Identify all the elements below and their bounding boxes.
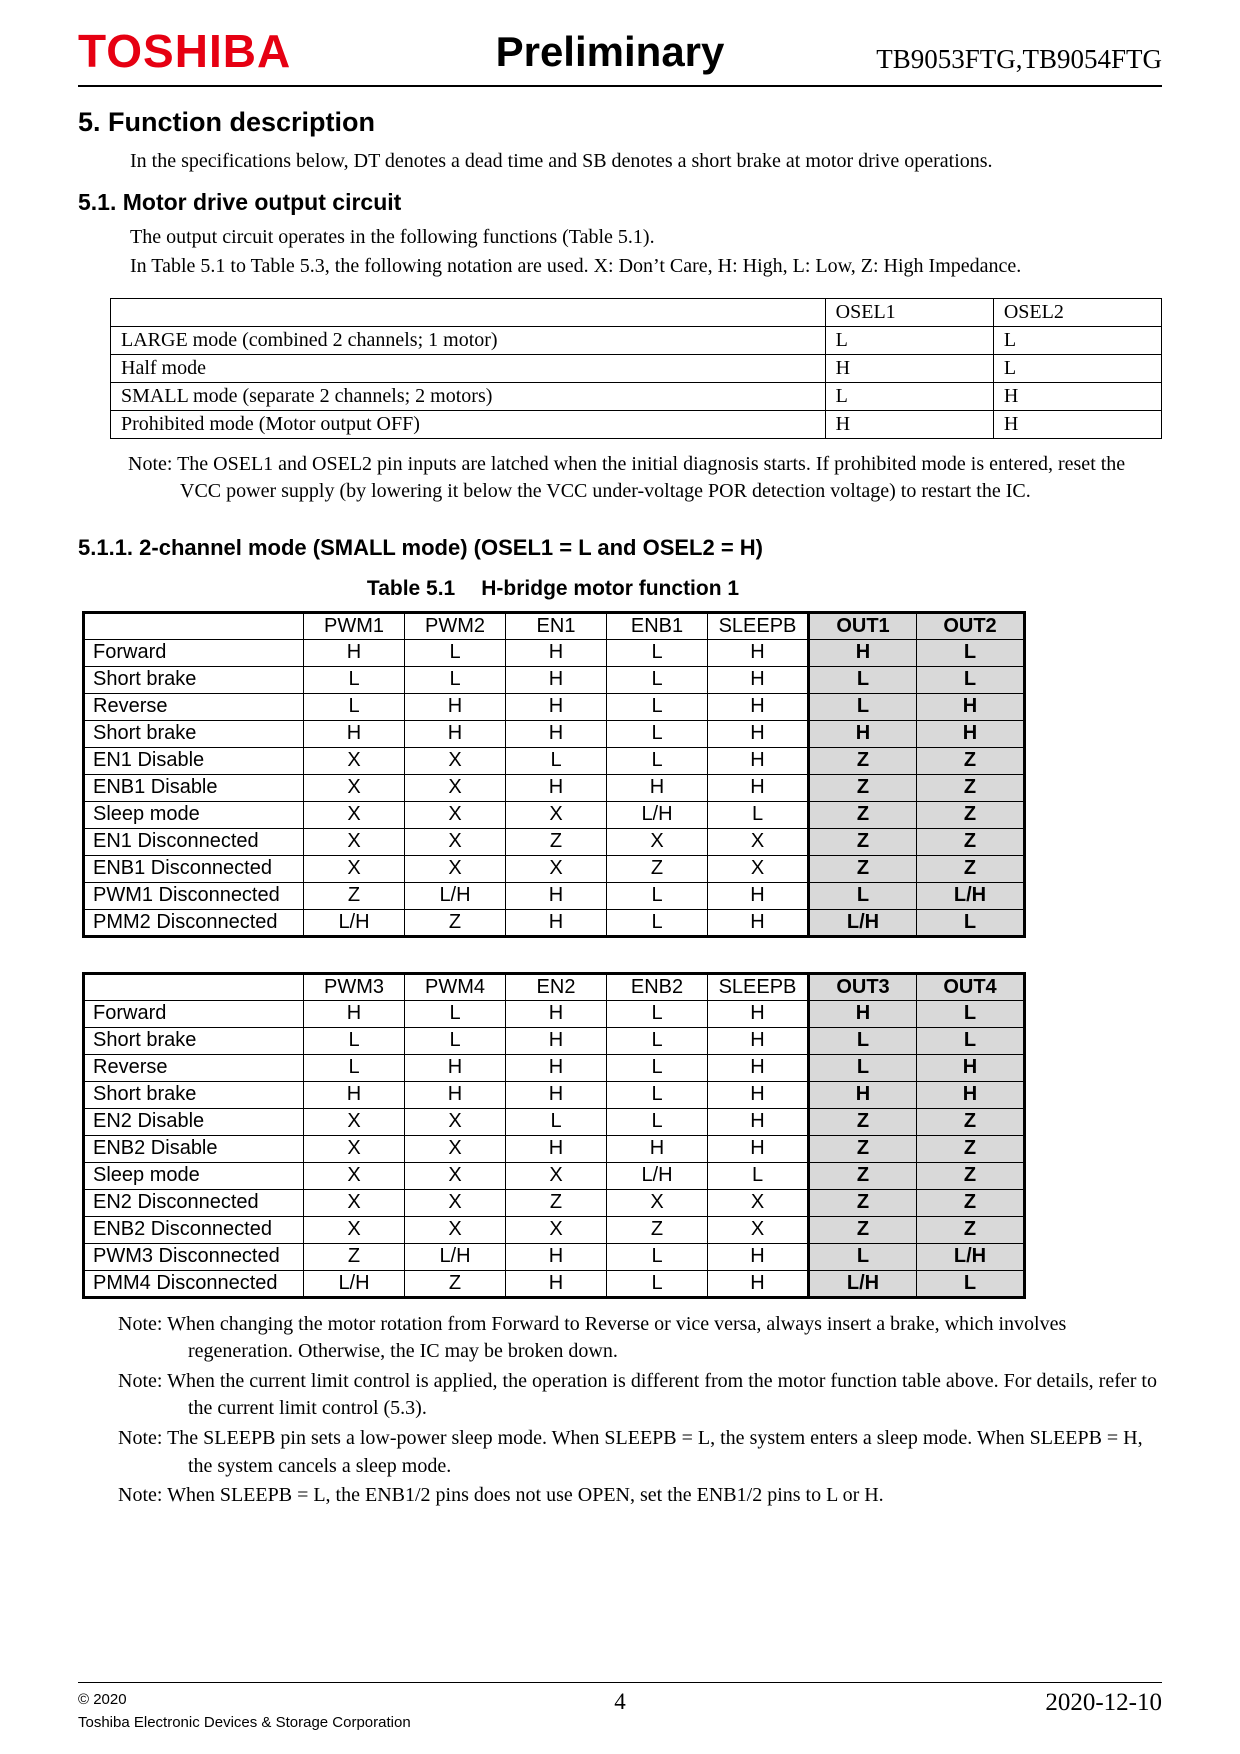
row-label: PWM1 Disconnected	[84, 882, 304, 909]
table-cell: H	[304, 1000, 405, 1027]
table-cell: X	[506, 855, 607, 882]
table-cell: H	[506, 1243, 607, 1270]
row-label: Reverse	[84, 693, 304, 720]
table-cell: H	[708, 774, 809, 801]
table-cell: X	[405, 855, 506, 882]
table-cell: L/H	[405, 882, 506, 909]
table-cell: L	[304, 1027, 405, 1054]
table-cell: L	[917, 666, 1025, 693]
table-cell: X	[304, 1189, 405, 1216]
note-rotation: Note: When changing the motor rotation from Forward to Reverse or vice versa, always insert a brake, which involves regeneration. Otherwise, the IC may be broken down.	[118, 1312, 1067, 1363]
table-cell: X	[405, 774, 506, 801]
column-header	[84, 973, 304, 1000]
table-cell: L	[405, 1027, 506, 1054]
table-cell: H	[506, 666, 607, 693]
table-row	[84, 882, 1025, 909]
row-label: EN1 Disconnected	[84, 828, 304, 855]
table-spacer	[78, 938, 1162, 972]
table-row	[84, 1162, 1025, 1189]
table-cell: L/H	[304, 1270, 405, 1297]
table-cell: H	[809, 1081, 917, 1108]
table-cell: Z	[809, 1162, 917, 1189]
table-cell: L	[607, 639, 708, 666]
toshiba-logo: TOSHIBA	[78, 25, 292, 77]
table-cell: Z	[917, 774, 1025, 801]
table-cell: L	[993, 354, 1161, 382]
table-cell: X	[304, 774, 405, 801]
table-row	[84, 1027, 1025, 1054]
table-cell: Z	[304, 882, 405, 909]
table-cell: H	[506, 1054, 607, 1081]
table-cell: L	[607, 1081, 708, 1108]
row-label: Short brake	[84, 666, 304, 693]
section-heading-5-1: 5.1. Motor drive output circuit	[78, 188, 402, 215]
osel-note: Note: The OSEL1 and OSEL2 pin inputs are latched when the initial diagnosis starts. If prohibited mode is entered, reset the VCC power supply (by lowering it below the VCC under-voltage POR detection voltage) to restart the IC.	[128, 452, 1126, 502]
table-cell: L	[917, 1270, 1025, 1297]
header-row	[111, 298, 1162, 326]
table-row	[84, 855, 1025, 882]
table-row	[84, 1189, 1025, 1216]
table-cell: Z	[917, 1189, 1025, 1216]
table-cell: Z	[304, 1243, 405, 1270]
header-divider	[78, 85, 1162, 87]
table-cell: X	[304, 828, 405, 855]
table-cell: H	[708, 1000, 809, 1027]
table-cell: L	[809, 1054, 917, 1081]
table-cell: H	[993, 382, 1161, 410]
table-cell: L	[607, 1054, 708, 1081]
column-header: SLEEPB	[708, 973, 809, 1000]
table-row	[84, 1108, 1025, 1135]
column-header: OUT1	[809, 612, 917, 639]
table-row	[84, 1000, 1025, 1027]
table-cell: H	[809, 720, 917, 747]
table-cell: Z	[917, 1162, 1025, 1189]
table-cell: H	[917, 720, 1025, 747]
row-label: PMM2 Disconnected	[84, 909, 304, 936]
table-row	[84, 774, 1025, 801]
table-cell: L	[825, 326, 993, 354]
table-cell: Z	[917, 1108, 1025, 1135]
table-cell: Z	[405, 909, 506, 936]
table-cell: H	[825, 410, 993, 438]
table-cell: Z	[917, 828, 1025, 855]
table-cell: Z	[809, 828, 917, 855]
table-cell: X	[405, 1108, 506, 1135]
table-cell: H	[708, 720, 809, 747]
table-cell: Z	[917, 1216, 1025, 1243]
header-row	[84, 973, 1025, 1000]
table-cell: L	[993, 326, 1161, 354]
table-cell: L	[607, 1000, 708, 1027]
table-cell: X	[405, 801, 506, 828]
table-cell: Z	[809, 747, 917, 774]
section-heading-5-1-1: 5.1.1. 2-channel mode (SMALL mode) (OSEL1 = L and OSEL2 = H)	[78, 534, 763, 560]
column-header: PWM2	[405, 612, 506, 639]
table-cell: H	[607, 1135, 708, 1162]
table-cell: H	[708, 1243, 809, 1270]
table-cell: H	[708, 666, 809, 693]
table-cell: L	[917, 909, 1025, 936]
table-cell: H	[708, 693, 809, 720]
table-cell: H	[708, 1027, 809, 1054]
page-number: 4	[614, 1689, 626, 1714]
table-cell: X	[304, 747, 405, 774]
table-cell: H	[917, 1054, 1025, 1081]
row-label: Reverse	[84, 1054, 304, 1081]
column-header: PWM4	[405, 973, 506, 1000]
table-row	[84, 1270, 1025, 1297]
table-cell: H	[405, 1081, 506, 1108]
table-cell: L	[708, 801, 809, 828]
column-header	[84, 612, 304, 639]
table-cell: H	[708, 1270, 809, 1297]
table-cell: H	[506, 1135, 607, 1162]
table-cell: L	[917, 1000, 1025, 1027]
table-cell: H	[809, 1000, 917, 1027]
section-5-1-para1: The output circuit operates in the following functions (Table 5.1).	[130, 225, 655, 248]
table-cell: L	[607, 747, 708, 774]
table-cell: H	[708, 1135, 809, 1162]
table-cell: L	[917, 639, 1025, 666]
table-cell: H	[304, 639, 405, 666]
column-header: EN2	[506, 973, 607, 1000]
table-cell: X	[607, 828, 708, 855]
table-cell: Z	[809, 774, 917, 801]
row-label: Sleep mode	[84, 1162, 304, 1189]
row-label: Forward	[84, 1000, 304, 1027]
table-cell: X	[405, 1189, 506, 1216]
table-cell: L/H	[304, 909, 405, 936]
table-cell: H	[708, 909, 809, 936]
table-cell: L/H	[607, 1162, 708, 1189]
note-sleepb: Note: The SLEEPB pin sets a low-power sleep mode. When SLEEPB = L, the system enters a sleep mode. When SLEEPB = H, the system cancels a sleep mode.	[118, 1426, 1143, 1477]
table-cell: L	[708, 1162, 809, 1189]
section-5-1-para2: In Table 5.1 to Table 5.3, the following notation are used. X: Don’t Care, H: High, L: Low, Z: High Impedance.	[130, 254, 1022, 277]
table-row	[84, 720, 1025, 747]
table-cell: Z	[809, 1108, 917, 1135]
table-cell: L/H	[405, 1243, 506, 1270]
row-label: EN2 Disable	[84, 1108, 304, 1135]
column-header: PWM1	[304, 612, 405, 639]
table-cell: H	[506, 774, 607, 801]
table-cell: H	[708, 747, 809, 774]
table-cell: L	[607, 1108, 708, 1135]
table-cell: L	[405, 639, 506, 666]
table-cell: H	[708, 882, 809, 909]
h-bridge-function-table-1	[82, 611, 1026, 938]
table-cell: H	[708, 1108, 809, 1135]
section-heading-5: 5. Function description	[78, 106, 376, 137]
section-5-intro: In the specifications below, DT denotes a dead time and SB denotes a short brake at motor drive operations.	[130, 149, 993, 172]
table-caption-label: Table 5.1	[366, 576, 456, 600]
column-header: SLEEPB	[708, 612, 809, 639]
company-name: Toshiba Electronic Devices & Storage Corporation	[78, 1713, 411, 1731]
table-cell: X	[708, 1216, 809, 1243]
copyright-year: © 2020	[78, 1691, 127, 1708]
table-cell: Z	[405, 1270, 506, 1297]
table-cell: L	[607, 1270, 708, 1297]
table-cell: L/H	[917, 882, 1025, 909]
table-cell: L	[607, 666, 708, 693]
table-cell: L	[809, 882, 917, 909]
row-label: Sleep mode	[84, 801, 304, 828]
table-row	[111, 326, 1162, 354]
table-cell: H	[708, 639, 809, 666]
page-footer	[78, 1682, 1162, 1734]
table-cell: X	[405, 1135, 506, 1162]
table-cell: L	[506, 747, 607, 774]
table-cell: X	[304, 855, 405, 882]
table-cell: L	[607, 693, 708, 720]
table-cell: Z	[607, 855, 708, 882]
column-header: EN1	[506, 612, 607, 639]
table-cell: H	[708, 1054, 809, 1081]
table-cell: L/H	[809, 909, 917, 936]
table-cell: X	[607, 1189, 708, 1216]
table-cell: Z	[607, 1216, 708, 1243]
table-cell: L	[607, 882, 708, 909]
table-cell: L	[304, 666, 405, 693]
table-cell: H	[304, 720, 405, 747]
table-cell: X	[405, 1216, 506, 1243]
column-header	[111, 298, 826, 326]
table-cell: L	[825, 382, 993, 410]
row-label: EN1 Disable	[84, 747, 304, 774]
column-header: OUT2	[917, 612, 1025, 639]
table-cell: Z	[809, 1189, 917, 1216]
table-cell: L/H	[607, 801, 708, 828]
table-cell: X	[708, 1189, 809, 1216]
table-row	[84, 828, 1025, 855]
table-cell: X	[506, 1216, 607, 1243]
column-header: OSEL1	[825, 298, 993, 326]
table-cell: H	[405, 720, 506, 747]
column-header: ENB2	[607, 973, 708, 1000]
row-label: Short brake	[84, 1081, 304, 1108]
table-cell: X	[506, 801, 607, 828]
table-row	[111, 354, 1162, 382]
table-row	[84, 909, 1025, 936]
row-label: Short brake	[84, 720, 304, 747]
doc-date: 2020-12-10	[1045, 1689, 1162, 1716]
table-cell: H	[607, 774, 708, 801]
table-cell: Z	[809, 1216, 917, 1243]
table-cell: Z	[809, 855, 917, 882]
table-row	[84, 1243, 1025, 1270]
row-label: ENB2 Disable	[84, 1135, 304, 1162]
table-notes	[78, 1309, 1162, 1510]
table-row	[84, 747, 1025, 774]
table-cell: H	[506, 909, 607, 936]
table-row	[84, 1054, 1025, 1081]
table-cell: L	[917, 1027, 1025, 1054]
h-bridge-function-table-2	[82, 972, 1026, 1299]
table-cell: H	[405, 1054, 506, 1081]
table-cell: Z	[809, 1135, 917, 1162]
table-row	[111, 382, 1162, 410]
table-cell: Z	[809, 801, 917, 828]
table-cell: H	[506, 1027, 607, 1054]
table-cell: H	[405, 693, 506, 720]
table-cell: Z	[506, 1189, 607, 1216]
table-cell: H	[506, 693, 607, 720]
table-cell: Z	[917, 747, 1025, 774]
row-label: Half mode	[111, 354, 826, 382]
table-cell: X	[405, 1162, 506, 1189]
table-cell: L	[405, 1000, 506, 1027]
table-cell: X	[708, 828, 809, 855]
table-cell: H	[708, 1081, 809, 1108]
table-cell: X	[304, 801, 405, 828]
row-label: Prohibited mode (Motor output OFF)	[111, 410, 826, 438]
row-label: ENB1 Disconnected	[84, 855, 304, 882]
table-cell: L	[809, 666, 917, 693]
column-header: OSEL2	[993, 298, 1161, 326]
part-numbers: TB9053FTG,TB9054FTG	[876, 43, 1162, 74]
table-cell: Z	[917, 855, 1025, 882]
table-5-1-caption	[82, 577, 1024, 601]
table-cell: L/H	[917, 1243, 1025, 1270]
table-cell: L	[607, 1027, 708, 1054]
table-cell: H	[506, 720, 607, 747]
table-cell: X	[304, 1216, 405, 1243]
row-label: ENB2 Disconnected	[84, 1216, 304, 1243]
row-label: PMM4 Disconnected	[84, 1270, 304, 1297]
table-cell: H	[993, 410, 1161, 438]
table-cell: L	[607, 909, 708, 936]
table-cell: H	[304, 1081, 405, 1108]
table-row	[111, 410, 1162, 438]
table-row	[84, 801, 1025, 828]
table-cell: H	[917, 693, 1025, 720]
table-cell: L	[809, 1243, 917, 1270]
table-cell: H	[506, 1270, 607, 1297]
table-cell: L	[506, 1108, 607, 1135]
osel-mode-table	[110, 298, 1162, 439]
table-cell: X	[506, 1162, 607, 1189]
table-cell: L	[607, 720, 708, 747]
row-label: Forward	[84, 639, 304, 666]
table-cell: X	[708, 855, 809, 882]
note-enb-pins: Note: When SLEEPB = L, the ENB1/2 pins does not use OPEN, set the ENB1/2 pins to L or H.	[118, 1484, 884, 1507]
note-current-limit: Note: When the current limit control is applied, the operation is different from the motor function table above. For details, refer to the current limit control (5.3).	[118, 1369, 1157, 1420]
table-row	[84, 1135, 1025, 1162]
table-row	[84, 1081, 1025, 1108]
table-row	[84, 639, 1025, 666]
row-label: SMALL mode (separate 2 channels; 2 motors)	[111, 382, 826, 410]
table-cell: L	[809, 693, 917, 720]
table-cell: H	[506, 1081, 607, 1108]
table-cell: L	[405, 666, 506, 693]
column-header: PWM3	[304, 973, 405, 1000]
table-cell: L	[304, 693, 405, 720]
table-cell: X	[304, 1108, 405, 1135]
table-cell: H	[506, 639, 607, 666]
table-cell: H	[809, 639, 917, 666]
column-header: OUT3	[809, 973, 917, 1000]
table-cell: Z	[917, 801, 1025, 828]
table-cell: L	[607, 1243, 708, 1270]
table-row	[84, 693, 1025, 720]
table-caption-text: H-bridge motor function 1	[481, 576, 740, 600]
table-cell: Z	[917, 1135, 1025, 1162]
table-cell: H	[506, 882, 607, 909]
table-row	[84, 666, 1025, 693]
row-label: Short brake	[84, 1027, 304, 1054]
row-label: LARGE mode (combined 2 channels; 1 motor)	[111, 326, 826, 354]
table-cell: X	[304, 1135, 405, 1162]
table-cell: X	[405, 828, 506, 855]
table-cell: X	[304, 1162, 405, 1189]
table-row	[84, 1216, 1025, 1243]
table-cell: X	[405, 747, 506, 774]
table-cell: H	[917, 1081, 1025, 1108]
page-header	[78, 26, 1162, 83]
footer-copyright-block	[78, 1689, 590, 1734]
doc-status-title: Preliminary	[495, 28, 725, 75]
column-header: ENB1	[607, 612, 708, 639]
row-label: ENB1 Disable	[84, 774, 304, 801]
row-label: EN2 Disconnected	[84, 1189, 304, 1216]
column-header: OUT4	[917, 973, 1025, 1000]
table-cell: L/H	[809, 1270, 917, 1297]
row-label: PWM3 Disconnected	[84, 1243, 304, 1270]
table-cell: H	[825, 354, 993, 382]
table-cell: Z	[506, 828, 607, 855]
table-cell: L	[809, 1027, 917, 1054]
table-cell: H	[506, 1000, 607, 1027]
table-cell: L	[304, 1054, 405, 1081]
header-row	[84, 612, 1025, 639]
